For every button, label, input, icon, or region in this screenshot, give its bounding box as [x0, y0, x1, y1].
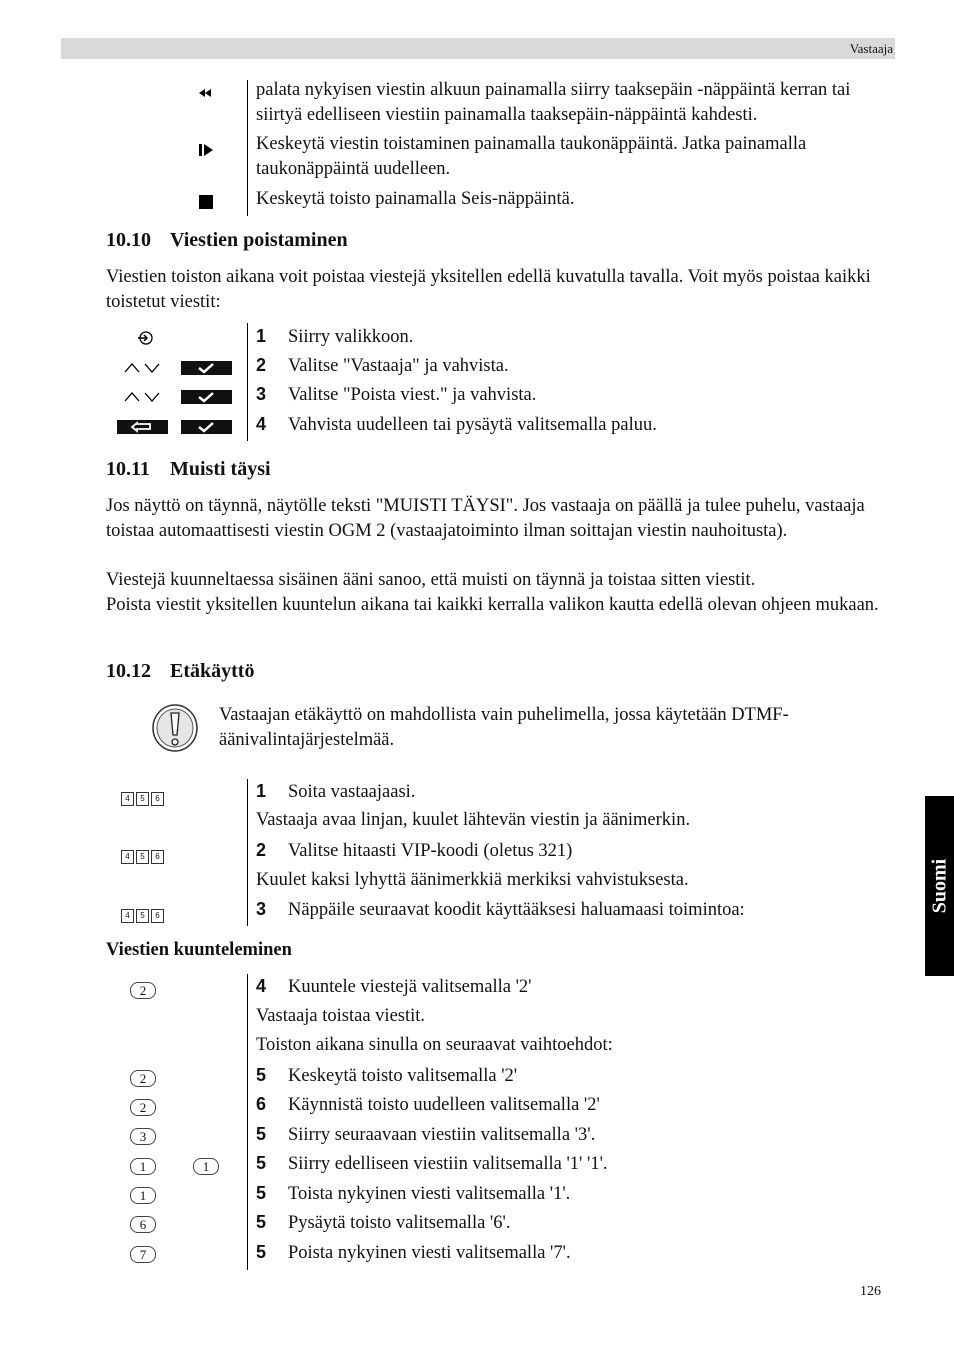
step: 5 Siirry seuraavaan viestiin valitsemalla '3'. [256, 1124, 596, 1145]
section-heading: 10.11 Muisti täysi [106, 458, 271, 480]
step: 2 Valitse "Vastaaja" ja vahvista. [256, 355, 509, 376]
note-text: Vastaajan etäkäyttö on mahdollista vain puhelimella, jossa käytetään DTMF-äänivalintajärjestelmää. [219, 705, 789, 750]
ok-key-icon [181, 420, 232, 434]
ok-key-icon [181, 361, 232, 375]
divider-line [247, 323, 248, 441]
step: 5 Poista nykyinen viesti valitsemalla '7'. [256, 1242, 571, 1263]
digit-key-icon: 7 [130, 1246, 156, 1263]
playback-text: Keskeytä viestin toistaminen painamalla taukonäppäintä. Jatka painamalla taukonäppäintä uudelleen. [256, 134, 807, 179]
section-intro: Viestien toiston aikana voit poistaa viestejä yksitellen edellä kuvatulla tavalla. Voit myös poistaa kaikki toistetut viestit: [106, 267, 871, 312]
play-pause-icon [198, 142, 214, 163]
divider-line [247, 80, 248, 216]
digit-key-icon: 1 [193, 1158, 219, 1175]
up-down-keys-icon [123, 390, 163, 404]
section-heading: 10.12 Etäkäyttö [106, 660, 255, 682]
keypad-icon: 4 5 6 [121, 846, 166, 864]
step: 1 Siirry valikkoon. [256, 326, 414, 347]
subheading: Viestien kuunteleminen [106, 940, 292, 960]
step: 6 Käynnistä toisto uudelleen valitsemalla '2' [256, 1094, 600, 1115]
step-note: Toiston aikana sinulla on seuraavat vaihtoehdot: [256, 1035, 613, 1055]
back-key-icon [117, 420, 168, 434]
digit-key-icon: 2 [130, 1070, 156, 1087]
step: 5 Pysäytä toisto valitsemalla '6'. [256, 1212, 511, 1233]
step-note: Vastaaja toistaa viestit. [256, 1006, 426, 1026]
paragraph: Jos näyttö on täynnä, näytölle teksti "MUISTI TÄYSI". Jos vastaaja on päällä ja tulee puhelu, vastaaja toistaa automaattisesti viestin OGM 2 (vastaajatoiminto ilman soittajan viestin nauhoitusta). [106, 496, 865, 541]
side-tab-label: Suomi [928, 858, 950, 914]
divider-line [247, 779, 248, 926]
keypad-icon: 4 5 6 [121, 905, 166, 923]
header-section: Vastaaja [849, 41, 893, 56]
menu-enter-icon [136, 330, 154, 351]
step: 3 Näppäile seuraavat koodit käyttääksesi haluamaasi toimintoa: [256, 899, 745, 920]
page-header [61, 38, 895, 59]
keypad-icon: 4 5 6 [121, 788, 166, 806]
digit-key-icon: 2 [130, 1099, 156, 1116]
step: 3 Valitse "Poista viest." ja vahvista. [256, 384, 537, 405]
step: 5 Siirry edelliseen viestiin valitsemalla '1' '1'. [256, 1153, 608, 1174]
step: 4 Vahvista uudelleen tai pysäytä valitsemalla paluu. [256, 414, 657, 435]
digit-key-icon: 1 [130, 1158, 156, 1175]
step: 5 Toista nykyinen viesti valitsemalla '1'. [256, 1183, 571, 1204]
step: 2 Valitse hitaasti VIP-koodi (oletus 321) [256, 840, 573, 861]
warning-icon [151, 703, 199, 758]
playback-text: Keskeytä toisto painamalla Seis-näppäintä. [256, 189, 575, 209]
divider-line [247, 974, 248, 1270]
step: 5 Keskeytä toisto valitsemalla '2' [256, 1065, 518, 1086]
page-number: 126 [860, 1284, 881, 1299]
step: 4 Kuuntele viestejä valitsemalla '2' [256, 976, 532, 997]
rewind-icon [197, 86, 213, 104]
paragraph: Viestejä kuunneltaessa sisäinen ääni sanoo, että muisti on täynnä ja toistaa sitten viestit. [106, 570, 756, 590]
step-note: Vastaaja avaa linjan, kuulet lähtevän viestin ja äänimerkin. [256, 810, 691, 830]
digit-key-icon: 3 [130, 1128, 156, 1145]
up-down-keys-icon [123, 361, 163, 375]
digit-key-icon: 2 [130, 982, 156, 999]
playback-text: palata nykyisen viestin alkuun painamalla siirry taaksepäin -näppäintä kerran tai siirtyä edelliseen viestiin painamalla taaksepäin-näppäintä kahdesti. [256, 80, 851, 125]
paragraph: Poista viestit yksitellen kuuntelun aikana tai kaikki kerralla valikon kautta edellä olevan ohjeen mukaan. [106, 595, 879, 615]
language-side-tab [925, 796, 954, 976]
ok-key-icon [181, 390, 232, 404]
digit-key-icon: 1 [130, 1187, 156, 1204]
stop-icon [199, 195, 213, 209]
section-heading: 10.10 Viestien poistaminen [106, 229, 348, 251]
step-note: Kuulet kaksi lyhyttä äänimerkkiä merkiksi vahvistuksesta. [256, 870, 689, 890]
digit-key-icon: 6 [130, 1216, 156, 1233]
step: 1 Soita vastaajaasi. [256, 781, 416, 802]
